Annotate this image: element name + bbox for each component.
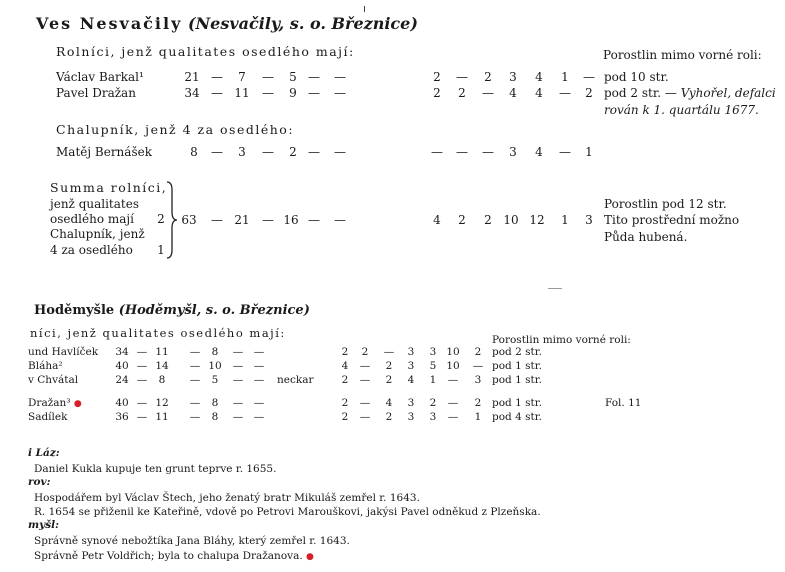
cell: — (253, 397, 265, 409)
cell: — (308, 86, 320, 100)
village2-name: Hoděmyšle (34, 303, 115, 318)
row-name: und Havlíček (28, 346, 99, 358)
row-remark: pod 1 str. (492, 374, 542, 386)
label-rolnici-2: níci, jenž qualitates osedlého mají: (30, 326, 286, 340)
cell: — (136, 411, 148, 423)
row-remark: pod 1 str. (492, 360, 542, 372)
row-remark: pod 10 str. (604, 70, 669, 84)
cell: — (253, 346, 265, 358)
summa-line: osedlého mají (50, 212, 134, 226)
cell: 12 (155, 397, 169, 409)
cell: 34 (115, 346, 129, 358)
section2-title (34, 303, 310, 318)
cell: 36 (115, 411, 129, 423)
cell: 2 (433, 70, 441, 84)
cell: — (253, 360, 265, 372)
cell: — (136, 360, 148, 372)
cell: 4 (535, 145, 543, 159)
cell: 4 (341, 360, 349, 372)
remark-italic-2: rován k 1. quartálu 1677. (604, 103, 759, 117)
cell: — (447, 397, 459, 409)
cell: 3 (407, 360, 415, 372)
cell: — (559, 86, 571, 100)
cell: — (211, 86, 223, 100)
summa-count-rolnici: 2 (157, 212, 165, 226)
cell: 63 (181, 213, 197, 227)
cell: — (472, 360, 484, 372)
cell: 2 (484, 213, 492, 227)
cell: 12 (529, 213, 545, 227)
footnote-text: Hospodářem byl Václav Štech, jeho ženatý bratr Mikuláš zemřel r. 1643. (34, 492, 420, 504)
top-tick-mark (364, 6, 365, 12)
row-name: Sadílek (28, 411, 68, 423)
cell: — (482, 145, 494, 159)
cell: — (359, 360, 371, 372)
cell: — (211, 70, 223, 84)
footnote-heading: myšl: (28, 519, 59, 531)
cell: — (211, 145, 223, 159)
cell: 10 (446, 360, 460, 372)
cell: — (189, 374, 201, 386)
row-remark: pod 1 str. (492, 397, 542, 409)
summa-line: jenž qualitates (50, 197, 139, 211)
footnote-heading: i Láz: (28, 447, 60, 459)
cell: 3 (585, 213, 593, 227)
cell: 3 (407, 346, 415, 358)
cell: — (253, 411, 265, 423)
village-name-italic: (Nesvačily, s. o. Březnice) (187, 14, 418, 33)
cell: 8 (211, 397, 219, 409)
cell: — (583, 70, 595, 84)
cell: — (262, 145, 274, 159)
cell: 14 (155, 360, 169, 372)
cell: 4 (535, 70, 543, 84)
cell: 16 (283, 213, 299, 227)
label-rolnici: Rolníci, jenž qualitates osedlého mají: (56, 44, 355, 59)
cell: 4 (407, 374, 415, 386)
cell: 1 (429, 374, 437, 386)
cell: — (447, 411, 459, 423)
cell: — (232, 397, 244, 409)
cell: 2 (341, 374, 349, 386)
row-name: v Chvátal (28, 374, 79, 386)
cell: 1 (561, 70, 569, 84)
cell: — (232, 346, 244, 358)
section1-title (36, 14, 418, 33)
cell: — (456, 145, 468, 159)
cell: — (431, 145, 443, 159)
cell: — (334, 213, 346, 227)
cell: 21 (234, 213, 250, 227)
cell: 3 (407, 397, 415, 409)
folio-number: Fol. 11 (605, 397, 642, 409)
row-remark (604, 86, 776, 100)
cell: — (232, 360, 244, 372)
summa-line: Summa rolníci, (50, 180, 168, 195)
row-name: Bláha² (28, 360, 63, 372)
cell: — (189, 397, 201, 409)
summa-line: 4 za osedlého (50, 243, 133, 257)
cell: 2 (341, 346, 349, 358)
cell: 5 (289, 70, 297, 84)
row-name: Matěj Bernášek (56, 145, 152, 159)
cell: — (262, 86, 274, 100)
cell: 9 (289, 86, 297, 100)
cell: 2 (385, 374, 393, 386)
separator-mark (548, 288, 562, 289)
cell: — (308, 213, 320, 227)
cell: 4 (535, 86, 543, 100)
cell: — (308, 70, 320, 84)
cell: 2 (289, 145, 297, 159)
cell: 2 (458, 213, 466, 227)
header-porostlin: Porostlin mimo vorné roli: (603, 48, 762, 62)
cell: 4 (385, 397, 393, 409)
summa-line: Chalupník, jenž (50, 227, 145, 241)
cell: 4 (509, 86, 517, 100)
cell: 1 (585, 145, 593, 159)
row-remark-line2 (604, 103, 759, 117)
cell: 4 (433, 213, 441, 227)
label-chalupnik: Chalupník, jenž 4 za osedlého: (56, 122, 295, 137)
cell: — (383, 346, 395, 358)
cell: 2 (341, 411, 349, 423)
cell: 11 (155, 411, 169, 423)
header-porostlin-2: Porostlin mimo vorné roli: (492, 334, 631, 346)
cell: — (359, 397, 371, 409)
village2-name-italic: (Hoděmyšl, s. o. Březnice) (118, 303, 310, 318)
cell: — (308, 145, 320, 159)
cell: 1 (474, 411, 482, 423)
row-remark: pod 4 str. (492, 411, 542, 423)
cell: — (359, 411, 371, 423)
footnote-text: Daniel Kukla kupuje ten grunt teprve r. 1655. (34, 463, 277, 475)
cell: — (136, 346, 148, 358)
cell: 2 (458, 86, 466, 100)
footnote-text-with-mark (34, 550, 314, 562)
summa-remark: Půda hubená. (604, 230, 688, 244)
cell: 2 (341, 397, 349, 409)
cell: 2 (484, 70, 492, 84)
row-name-with-mark (28, 397, 82, 409)
cell: — (262, 213, 274, 227)
cell: 40 (115, 360, 129, 372)
cell: 2 (474, 397, 482, 409)
cell: — (136, 374, 148, 386)
cell: 7 (238, 70, 246, 84)
cell: 10 (503, 213, 519, 227)
cell: 21 (184, 70, 200, 84)
cell: — (559, 145, 571, 159)
cell: 2 (429, 397, 437, 409)
cell: — (482, 86, 494, 100)
cell: 2 (361, 346, 369, 358)
footnote-heading: rov: (28, 476, 51, 488)
cell: 40 (115, 397, 129, 409)
cell: 8 (211, 346, 219, 358)
row-name: Václav Barkal¹ (56, 70, 144, 84)
cell: 2 (474, 346, 482, 358)
summa-brace (164, 180, 178, 260)
cell: — (359, 374, 371, 386)
cell: — (232, 411, 244, 423)
cell: — (232, 374, 244, 386)
cell: 2 (385, 411, 393, 423)
footnote-text: Správně Petr Voldřich; byla to chalupa Dražanova. (34, 550, 303, 562)
cell: 2 (385, 360, 393, 372)
red-dot-icon: ● (73, 399, 82, 409)
cell: — (253, 374, 265, 386)
row-extra: neckar (277, 374, 314, 386)
cell: 1 (561, 213, 569, 227)
cell: 2 (585, 86, 593, 100)
footnote-text: Správně synové nebožtíka Jana Bláhy, který zemřel r. 1643. (34, 535, 350, 547)
remark-plain: pod 2 str. — (604, 86, 681, 100)
cell: — (334, 70, 346, 84)
cell: — (136, 397, 148, 409)
cell: 24 (115, 374, 129, 386)
cell: 3 (474, 374, 482, 386)
red-dot-icon: ● (306, 552, 314, 562)
row-remark: pod 2 str. (492, 346, 542, 358)
cell: — (334, 145, 346, 159)
cell: 10 (446, 346, 460, 358)
cell: 5 (211, 374, 219, 386)
row-name: Dražan³ (28, 397, 71, 409)
cell: — (456, 70, 468, 84)
cell: 8 (190, 145, 198, 159)
cell: 11 (234, 86, 250, 100)
summa-count-chalupnik: 1 (157, 243, 165, 257)
cell: 3 (509, 145, 517, 159)
cell: 10 (208, 360, 222, 372)
cell: 3 (429, 411, 437, 423)
summa-remark: Tito prostřední možno (604, 213, 740, 227)
cell: 34 (184, 86, 200, 100)
cell: 8 (158, 374, 166, 386)
cell: 3 (429, 346, 437, 358)
summa-remark: Porostlin pod 12 str. (604, 197, 727, 211)
cell: 2 (433, 86, 441, 100)
cell: — (189, 346, 201, 358)
cell: — (189, 360, 201, 372)
footnote-text: R. 1654 se přiženil ke Kateřině, vdově po Petrovi Marouškovi, jakýsi Pavel odněkud z Plzeňska. (34, 506, 541, 518)
cell: 8 (211, 411, 219, 423)
cell: — (262, 70, 274, 84)
cell: — (189, 411, 201, 423)
cell: — (211, 213, 223, 227)
village-name: Ves Nesvačily (36, 14, 183, 33)
cell: — (334, 86, 346, 100)
cell: 3 (509, 70, 517, 84)
row-name: Pavel Dražan (56, 86, 136, 100)
cell: 5 (429, 360, 437, 372)
remark-italic: Vyhořel, defalci (680, 86, 776, 100)
cell: 3 (238, 145, 246, 159)
cell: — (447, 374, 459, 386)
cell: 11 (155, 346, 169, 358)
cell: 3 (407, 411, 415, 423)
